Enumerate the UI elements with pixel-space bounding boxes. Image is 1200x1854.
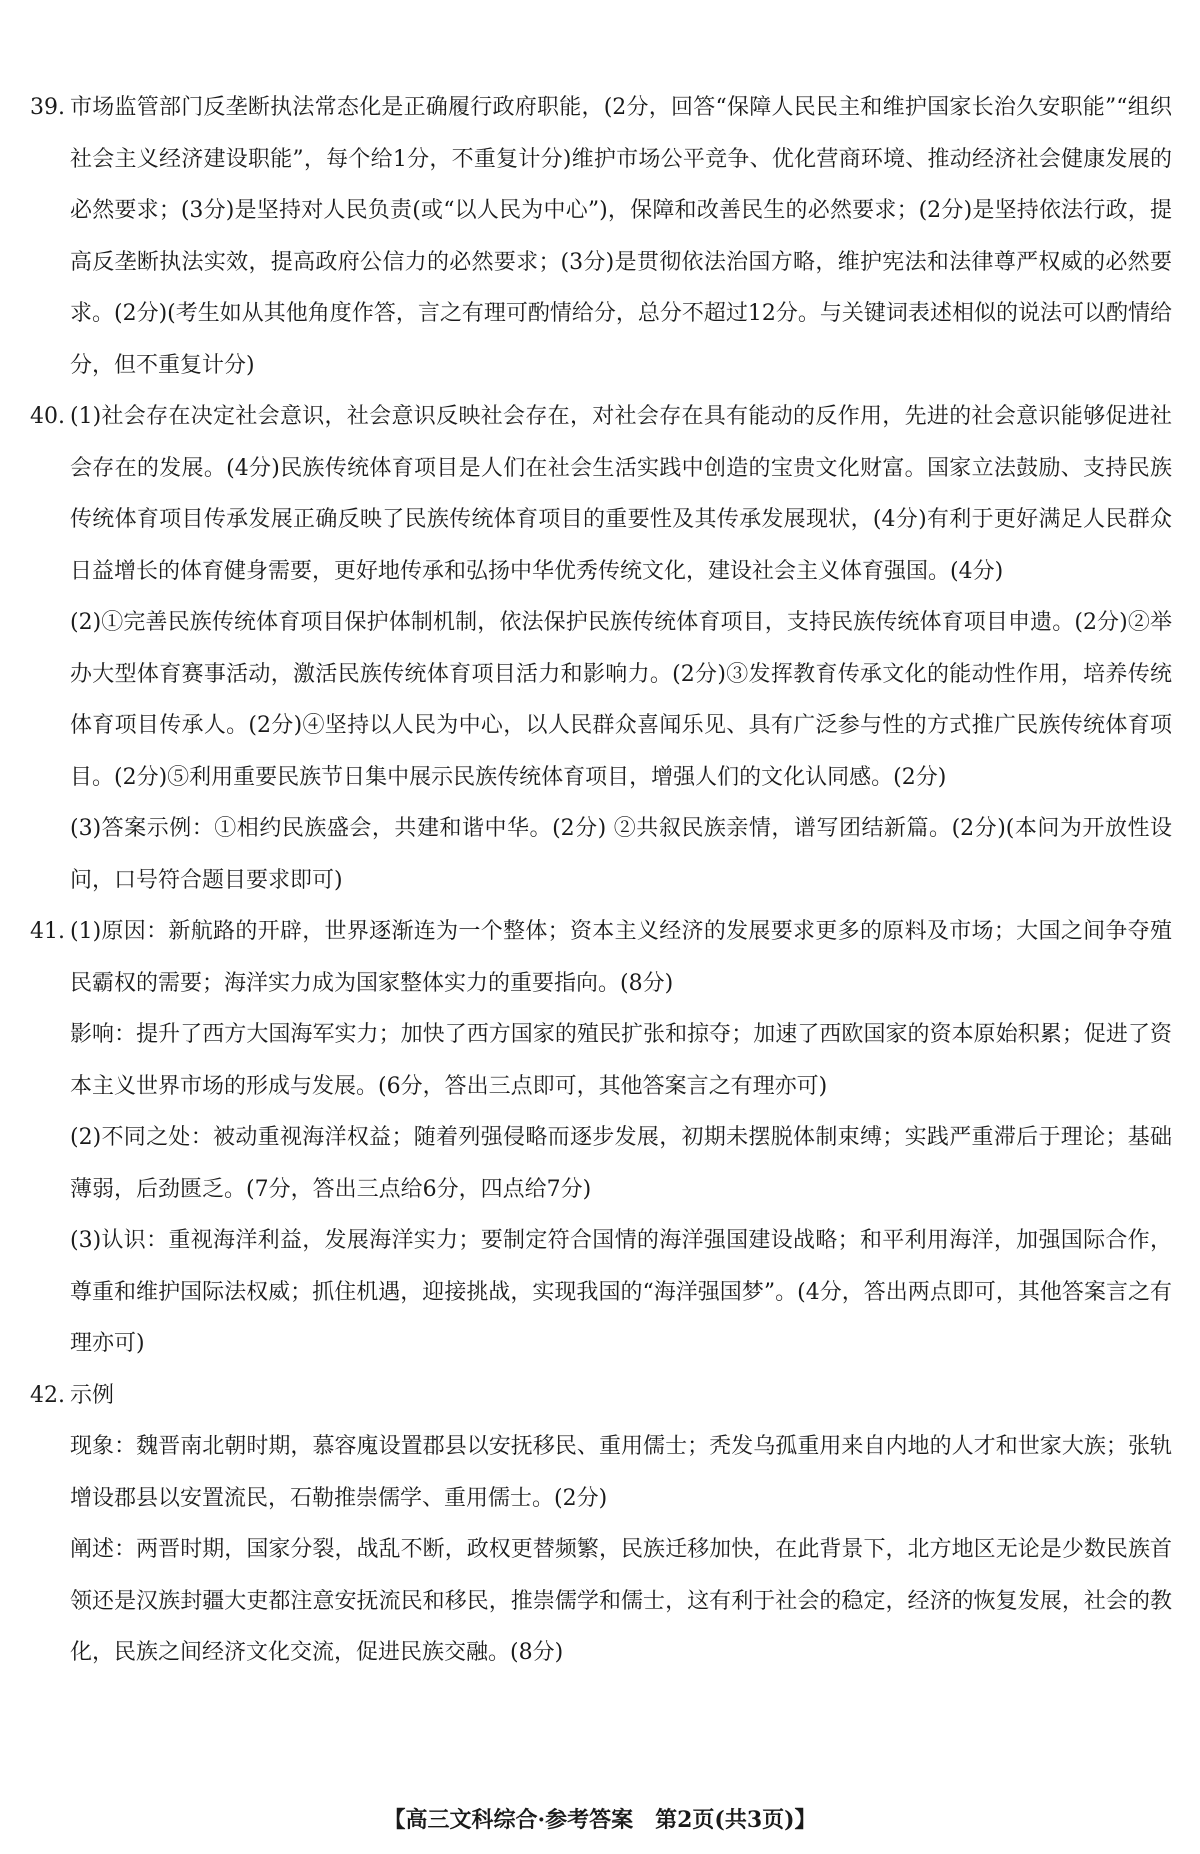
question-41 [30, 906, 1172, 1370]
answer-paragraph: (2)不同之处：被动重视海洋权益；随着列强侵略而逐步发展，初期未摆脱体制束缚；实践严重滞后于理论；基础薄弱，后劲匮乏。(7分，答出三点给6分，四点给7分) [70, 1125, 1172, 1202]
answer-paragraph: 现象：魏晋南北朝时期，慕容廆设置郡县以安抚移民、重用儒士；秃发乌孤重用来自内地的人才和世家大族；张轨增设郡县以安置流民，石勒推崇儒学、重用儒士。(2分) [70, 1434, 1172, 1511]
answer-content [30, 82, 1172, 1679]
question-39 [30, 82, 1172, 391]
question-number: 41. [30, 919, 65, 944]
answer-paragraph: (2)①完善民族传统体育项目保护体制机制，依法保护民族传统体育项目，支持民族传统体育项目申遗。(2分)②举办大型体育赛事活动，激活民族传统体育项目活力和影响力。(2分)③发挥教育传承文化的能动性作用，培养传统体育项目传承人。(2分)④坚持以人民为中心，以人民群众喜闻乐见、具有广泛参与性的方式推广民族传统体育项目。(2分)⑤利用重要民族节日集中展示民族传统体育项目，增强人们的文化认同感。(2分) [70, 610, 1172, 790]
question-number: 39. [30, 95, 65, 120]
question-42 [30, 1370, 1172, 1679]
question-40 [30, 391, 1172, 906]
answer-paragraph: 市场监管部门反垄断执法常态化是正确履行政府职能，(2分，回答“保障人民民主和维护国家长治久安职能”“组织社会主义经济建设职能”，每个给1分，不重复计分)维护市场公平竞争、优化营商环境、推动经济社会健康发展的必然要求；(3分)是坚持对人民负责(或“以人民为中心”)，保障和改善民生的必然要求；(2分)是坚持依法行政，提高反垄断执法实效，提高政府公信力的必然要求；(3分)是贯彻依法治国方略，维护宪法和法律尊严权威的必然要求。(2分)(考生如从其他角度作答，言之有理可酌情给分，总分不超过12分。与关键词表述相似的说法可以酌情给分，但不重复计分) [70, 95, 1172, 378]
answer-paragraph: 阐述：两晋时期，国家分裂，战乱不断，政权更替频繁，民族迁移加快，在此背景下，北方地区无论是少数民族首领还是汉族封疆大吏都注意安抚流民和移民，推崇儒学和儒士，这有利于社会的稳定，经济的恢复发展，社会的教化，民族之间经济文化交流，促进民族交融。(8分) [70, 1537, 1172, 1665]
question-number: 40. [30, 404, 65, 429]
page-footer: 【高三文科综合·参考答案 第2页(共3页)】 [383, 1807, 817, 1833]
answer-paragraph: (3)认识：重视海洋利益，发展海洋实力；要制定符合国情的海洋强国建设战略；和平利用海洋，加强国际合作，尊重和维护国际法权威；抓住机遇，迎接挑战，实现我国的“海洋强国梦”。(4分，答出两点即可，其他答案言之有理亦可) [70, 1228, 1172, 1356]
answer-paragraph: 示例 [70, 1382, 115, 1408]
answer-paragraph: (1)原因：新航路的开辟，世界逐渐连为一个整体；资本主义经济的发展要求更多的原料及市场；大国之间争夺殖民霸权的需要；海洋实力成为国家整体实力的重要指向。(8分) [70, 919, 1172, 996]
answer-paragraph: (3)答案示例：①相约民族盛会，共建和谐中华。(2分) ②共叙民族亲情，谱写团结新篇。(2分)(本问为开放性设问，口号符合题目要求即可) [70, 816, 1172, 893]
answer-paragraph: (1)社会存在决定社会意识，社会意识反映社会存在，对社会存在具有能动的反作用，先进的社会意识能够促进社会存在的发展。(4分)民族传统体育项目是人们在社会生活实践中创造的宝贵文化财富。国家立法鼓励、支持民族传统体育项目传承发展正确反映了民族传统体育项目的重要性及其传承发展现状，(4分)有利于更好满足人民群众日益增长的体育健身需要，更好地传承和弘扬中华优秀传统文化，建设社会主义体育强国。(4分) [70, 404, 1172, 584]
answer-paragraph: 影响：提升了西方大国海军实力；加快了西方国家的殖民扩张和掠夺；加速了西欧国家的资本原始积累；促进了资本主义世界市场的形成与发展。(6分，答出三点即可，其他答案言之有理亦可) [70, 1022, 1172, 1099]
question-number: 42. [30, 1382, 65, 1408]
